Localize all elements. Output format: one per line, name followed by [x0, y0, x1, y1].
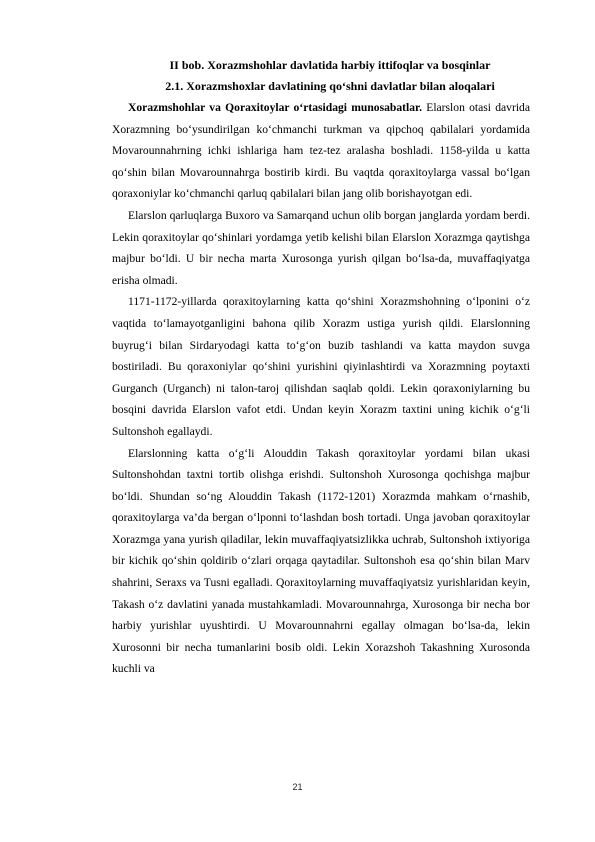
- section-title: 2.1. Xorazmshoxlar davlatining qo‘shni davlatlar bilan aloqalari: [165, 79, 495, 93]
- paragraph-text: Elarslon otasi davrida Xorazmning bo‘ysundirilgan ko‘chmanchi turkman va qipchoq qabilalari yordamida Movarounnahrning ichki ishlariga ham tez-tez aralasha boshladi. 1158-yilda u katta qo‘shin bilan Movarounnahrga bostirib kirdi. Bu vaqtda qoraxitoylarga vassal bo‘lgan qoraxoniylar ko‘chmanchi qarluq qabilalari bilan jang olib borishayotgan edi.: [112, 101, 530, 201]
- page-number: 21: [292, 782, 303, 792]
- page-content: [112, 55, 530, 680]
- paragraph-1: [112, 97, 530, 205]
- paragraph-lead: Xorazmshohlar va Qoraxitoylar o‘rtasidagi munosabatlar.: [128, 101, 422, 114]
- paragraph-3: 1171-1172-yillarda qoraxitoylarning katta qo‘shini Xorazmshohning o‘lponini o‘z vaqtida to‘lamayotganligini bahona qilib Xorazm ustiga yurish qildi. Elarslonning buyrug‘i bilan Sirdaryodagi katta to‘g‘on buzib tashlandi va katta maydon suvga bostiriladi. Bu qoraxoniylar qo‘shini yurishini qiyinlashtirdi va Xorazmning poytaxti Gurganch (Urganch) ni talon-taroj qilishdan saqlab qoldi. Lekin qoraxoniylarning bu bosqini davrida Elarslon vafot etdi. Undan keyin Xorazm taxtini uning kichik o‘g‘li Sultonshoh egallaydi.: [112, 295, 530, 438]
- paragraph-4: Elarslonning katta o‘g‘li Alouddin Takash qoraxitoylar yordami bilan ukasi Sultonshohdan taxtni tortib olishga erishdi. Sultonshoh Xurosonga qochishga majbur bo‘ldi. Shundan so‘ng Alouddin Takash (1172-1201) Xorazmda mahkam o‘rnashib, qoraxitoylarga va’da bergan o‘lponni to‘lashdan bosh tortadi. Unga javoban qoraxitoylar Xorazmga yana yurish qiladilar, lekin muvaffaqiyatsizlikka uchrab, Sultonshoh ixtiyoriga bir kichik qo‘shin qoldirib o‘zlari orqaga qaytadilar. Sultonshoh esa qo‘shin bilan Marv shahrini, Seraxs va Tusni egalladi. Qoraxitoylarning muvaffaqiyatsiz yurishlaridan keyin, Takash o‘z davlatini yanada mustahkamladi. Movarounnahrga, Xurosonga bir necha bor harbiy yurishlar uyushtirdi. U Movarounnahrni egallay olmagan bo‘lsa-da, lekin Xurosonni bir necha tumanlarini bosib oldi. Lekin Xorazshoh Takashning Xurosonda kuchli va: [112, 446, 530, 676]
- paragraph-2: Elarslon qarluqlarga Buxoro va Samarqand uchun olib borgan janglarda yordam berdi. Lekin qoraxitoylar qo‘shinlari yordamga yetib kelishi bilan Elarslon Xorazmga qaytishga majbur bo‘ldi. U bir necha marta Xurosonga yurish qilgan bo‘lsa-da, muvaffaqiyatga erisha olmadi.: [112, 208, 530, 287]
- chapter-title: II bob. Xorazmshohlar davlatida harbiy ittifoqlar va bosqinlar: [169, 58, 491, 72]
